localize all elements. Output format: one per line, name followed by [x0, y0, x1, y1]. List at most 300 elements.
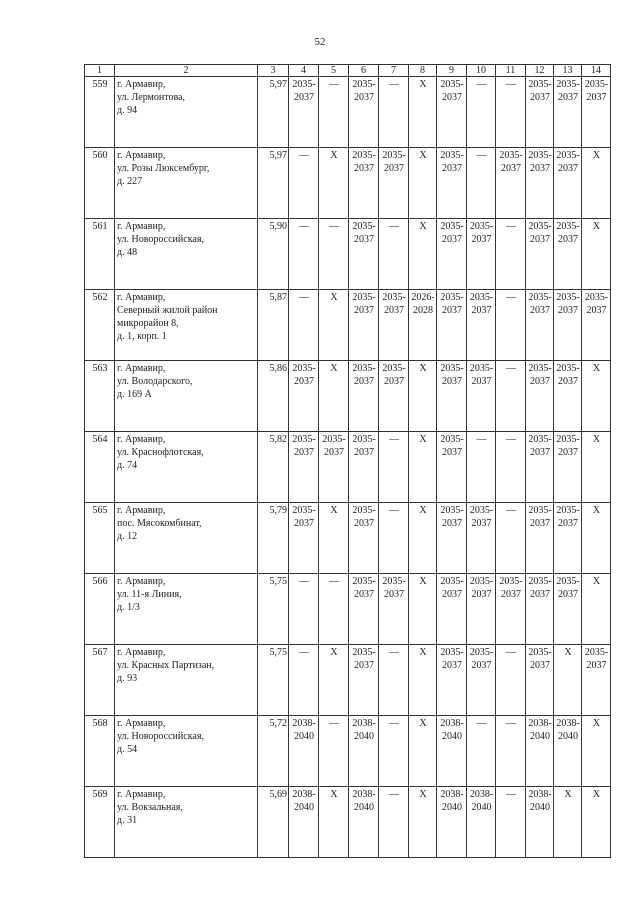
period-cell-value: —	[506, 505, 516, 516]
period-cell	[379, 787, 409, 858]
column-header: 5	[319, 65, 349, 77]
period-cell	[289, 77, 319, 148]
value-cell	[258, 787, 289, 858]
row-number-value: 569	[92, 789, 108, 800]
period-cell	[554, 290, 582, 361]
column-header: 13	[554, 65, 582, 77]
period-cell	[409, 787, 437, 858]
period-cell-value: 2035- 2037	[382, 576, 406, 600]
period-cell-value: —	[329, 576, 339, 587]
period-cell	[554, 361, 582, 432]
table-row	[85, 77, 611, 148]
period-cell	[526, 219, 554, 290]
period-cell-value: 2035- 2037	[528, 576, 552, 600]
period-cell	[554, 219, 582, 290]
period-cell	[554, 787, 582, 858]
period-cell-value: 2038- 2040	[352, 789, 376, 813]
period-cell	[319, 148, 349, 219]
period-cell	[467, 361, 496, 432]
period-cell-value: —	[506, 434, 516, 445]
value-cell-value: 5,97	[269, 79, 287, 90]
period-cell-value: 2035- 2037	[556, 79, 580, 103]
period-cell-value: 2035- 2037	[584, 647, 609, 671]
period-cell	[526, 574, 554, 645]
period-cell-value: —	[476, 150, 487, 161]
period-cell-value: —	[299, 221, 309, 232]
period-cell-value: 2038- 2040	[440, 789, 464, 813]
row-number-value: 562	[92, 292, 108, 303]
period-cell	[582, 574, 611, 645]
period-cell	[467, 432, 496, 503]
row-number	[85, 432, 115, 503]
period-cell-value: 2038- 2040	[528, 718, 552, 742]
period-cell	[409, 716, 437, 787]
period-cell-value: 2035- 2037	[440, 292, 464, 316]
period-cell-value: —	[506, 292, 516, 303]
period-cell-value: X	[330, 647, 338, 658]
address-cell	[115, 716, 258, 787]
period-cell-value: 2035- 2037	[556, 576, 580, 600]
period-cell-value: 2035- 2037	[322, 434, 346, 458]
period-cell	[349, 148, 379, 219]
period-cell-value: X	[592, 718, 601, 729]
period-cell-value: 2035- 2037	[440, 576, 464, 600]
period-cell-value: —	[389, 434, 399, 445]
address-cell-value: г. Армавир, ул. Володарского, д. 169 А	[117, 363, 193, 400]
value-cell-value: 5,69	[269, 789, 287, 800]
row-number	[85, 787, 115, 858]
table-row	[85, 574, 611, 645]
period-cell-value: 2035- 2037	[352, 647, 376, 671]
value-cell-value: 5,75	[269, 576, 287, 587]
row-number-value: 563	[92, 363, 108, 374]
table-row	[85, 432, 611, 503]
period-cell-value: —	[506, 221, 516, 232]
period-cell-value: X	[330, 789, 338, 800]
row-number-value: 564	[92, 434, 108, 445]
period-cell	[582, 787, 611, 858]
period-cell	[526, 290, 554, 361]
period-cell-value: 2035- 2037	[352, 292, 376, 316]
period-cell	[379, 716, 409, 787]
period-cell	[409, 574, 437, 645]
row-number-value: 560	[92, 150, 108, 161]
period-cell	[349, 290, 379, 361]
period-cell-value: X	[419, 505, 427, 516]
row-number	[85, 361, 115, 432]
table-row	[85, 148, 611, 219]
period-cell-value: 2035- 2037	[352, 434, 376, 458]
period-cell-value: —	[506, 647, 516, 658]
column-header: 14	[582, 65, 611, 77]
period-cell-value: 2035- 2037	[528, 292, 552, 316]
period-cell-value: 2035- 2037	[352, 150, 376, 174]
period-cell	[467, 645, 496, 716]
period-cell	[409, 645, 437, 716]
period-cell	[437, 219, 467, 290]
period-cell-value: 2035- 2037	[556, 221, 580, 245]
period-cell	[349, 716, 379, 787]
period-cell	[526, 503, 554, 574]
period-cell-value: —	[389, 718, 399, 729]
period-cell-value: —	[329, 718, 339, 729]
row-number	[85, 503, 115, 574]
value-cell	[258, 432, 289, 503]
period-cell	[467, 574, 496, 645]
period-cell	[319, 574, 349, 645]
period-cell	[526, 77, 554, 148]
column-header: 11	[496, 65, 526, 77]
period-cell	[496, 148, 526, 219]
period-cell	[467, 503, 496, 574]
row-number	[85, 219, 115, 290]
period-cell-value: 2026- 2028	[411, 292, 435, 316]
period-cell	[582, 432, 611, 503]
period-cell-value: 2035- 2037	[352, 363, 376, 387]
period-cell-value: 2035- 2037	[556, 505, 580, 529]
value-cell-value: 5,72	[269, 718, 287, 729]
period-cell	[379, 432, 409, 503]
period-cell-value: X	[419, 789, 427, 800]
period-cell	[289, 716, 319, 787]
period-cell-value: 2035- 2037	[556, 150, 580, 174]
period-cell-value: 2035- 2037	[556, 292, 580, 316]
address-cell	[115, 77, 258, 148]
period-cell	[467, 787, 496, 858]
period-cell-value: X	[419, 434, 427, 445]
period-cell	[349, 645, 379, 716]
period-cell	[409, 361, 437, 432]
period-cell-value: 2035- 2037	[584, 79, 609, 103]
period-cell	[496, 645, 526, 716]
period-cell-value: —	[506, 79, 516, 90]
value-cell	[258, 219, 289, 290]
period-cell-value: —	[476, 79, 487, 90]
period-cell	[582, 716, 611, 787]
period-cell-value: X	[419, 363, 427, 374]
period-cell-value: —	[299, 150, 309, 161]
column-header: 8	[409, 65, 437, 77]
period-cell	[409, 148, 437, 219]
period-cell-value: X	[419, 79, 427, 90]
value-cell	[258, 290, 289, 361]
period-cell	[289, 645, 319, 716]
column-header: 3	[258, 65, 289, 77]
period-cell	[319, 503, 349, 574]
period-cell	[379, 361, 409, 432]
period-cell-value: 2038- 2040	[469, 789, 494, 813]
address-cell	[115, 574, 258, 645]
address-cell	[115, 219, 258, 290]
period-cell	[379, 503, 409, 574]
period-cell	[582, 503, 611, 574]
period-cell-value: 2035- 2037	[382, 292, 406, 316]
period-cell-value: 2035- 2037	[469, 363, 494, 387]
period-cell-value: —	[476, 718, 487, 729]
period-cell	[582, 361, 611, 432]
table-row	[85, 361, 611, 432]
period-cell	[437, 290, 467, 361]
table-header-row	[85, 65, 611, 77]
address-cell	[115, 148, 258, 219]
period-cell-value: 2035- 2037	[469, 505, 494, 529]
table-row	[85, 716, 611, 787]
value-cell	[258, 148, 289, 219]
table-row	[85, 290, 611, 361]
period-cell	[437, 716, 467, 787]
row-number	[85, 148, 115, 219]
period-cell-value: —	[299, 292, 309, 303]
period-cell	[409, 219, 437, 290]
period-cell	[349, 432, 379, 503]
row-number	[85, 574, 115, 645]
period-cell	[349, 503, 379, 574]
period-cell-value: —	[389, 505, 399, 516]
period-cell-value: —	[476, 434, 487, 445]
period-cell-value: 2035- 2037	[440, 363, 464, 387]
period-cell	[379, 77, 409, 148]
period-cell	[437, 77, 467, 148]
period-cell-value: 2035- 2037	[292, 434, 316, 458]
column-header: 1	[85, 65, 115, 77]
period-cell	[526, 432, 554, 503]
period-cell	[467, 77, 496, 148]
period-cell-value: X	[592, 789, 601, 800]
period-cell	[289, 432, 319, 503]
period-cell	[409, 290, 437, 361]
period-cell	[554, 432, 582, 503]
period-cell	[289, 574, 319, 645]
period-cell-value: 2035- 2037	[292, 79, 316, 103]
value-cell-value: 5,79	[269, 505, 287, 516]
address-cell	[115, 432, 258, 503]
value-cell-value: 5,87	[269, 292, 287, 303]
table-row	[85, 219, 611, 290]
period-cell-value: 2038- 2040	[440, 718, 464, 742]
period-cell	[437, 503, 467, 574]
period-cell-value: X	[419, 221, 427, 232]
housing-schedule-table	[84, 64, 611, 858]
period-cell	[582, 290, 611, 361]
period-cell	[467, 290, 496, 361]
column-header: 4	[289, 65, 319, 77]
period-cell	[409, 503, 437, 574]
period-cell-value: 2035- 2037	[584, 292, 609, 316]
period-cell	[319, 716, 349, 787]
period-cell-value: —	[389, 79, 399, 90]
row-number-value: 565	[92, 505, 108, 516]
period-cell-value: 2035- 2037	[352, 79, 376, 103]
value-cell	[258, 77, 289, 148]
period-cell-value: —	[506, 363, 516, 374]
period-cell-value: X	[592, 505, 601, 516]
period-cell-value: 2035- 2037	[440, 647, 464, 671]
address-cell	[115, 787, 258, 858]
period-cell	[409, 432, 437, 503]
period-cell-value: —	[329, 221, 339, 232]
period-cell-value: X	[564, 789, 572, 800]
address-cell	[115, 645, 258, 716]
row-number	[85, 77, 115, 148]
period-cell	[496, 787, 526, 858]
period-cell	[496, 219, 526, 290]
period-cell	[319, 219, 349, 290]
period-cell	[526, 645, 554, 716]
row-number	[85, 716, 115, 787]
value-cell-value: 5,75	[269, 647, 287, 658]
address-cell-value: г. Армавир, ул. 11-я Линия, д. 1/3	[117, 576, 182, 613]
period-cell-value: 2035- 2037	[528, 647, 552, 671]
period-cell-value: 2035- 2037	[528, 363, 552, 387]
period-cell-value: 2035- 2037	[528, 434, 552, 458]
column-header: 7	[379, 65, 409, 77]
period-cell-value: 2035- 2037	[469, 647, 494, 671]
period-cell	[467, 148, 496, 219]
period-cell	[379, 645, 409, 716]
period-cell	[349, 787, 379, 858]
period-cell	[349, 77, 379, 148]
period-cell-value: X	[419, 647, 427, 658]
period-cell	[379, 574, 409, 645]
column-header: 2	[115, 65, 258, 77]
period-cell-value: 2035- 2037	[469, 221, 494, 245]
period-cell	[467, 716, 496, 787]
period-cell	[496, 716, 526, 787]
period-cell	[526, 716, 554, 787]
table-row	[85, 787, 611, 858]
period-cell	[554, 645, 582, 716]
period-cell-value: 2038- 2040	[292, 718, 316, 742]
period-cell	[526, 361, 554, 432]
period-cell	[379, 290, 409, 361]
address-cell	[115, 290, 258, 361]
period-cell-value: 2035- 2037	[382, 363, 406, 387]
period-cell	[526, 148, 554, 219]
period-cell	[554, 148, 582, 219]
period-cell	[319, 361, 349, 432]
period-cell	[379, 219, 409, 290]
period-cell	[437, 645, 467, 716]
period-cell	[496, 574, 526, 645]
value-cell	[258, 716, 289, 787]
period-cell	[289, 503, 319, 574]
period-cell	[496, 432, 526, 503]
period-cell-value: X	[330, 363, 338, 374]
address-cell	[115, 361, 258, 432]
period-cell-value: 2035- 2037	[469, 292, 494, 316]
period-cell	[437, 361, 467, 432]
column-header: 9	[437, 65, 467, 77]
period-cell-value: 2035- 2037	[528, 79, 552, 103]
value-cell	[258, 361, 289, 432]
period-cell-value: 2035- 2037	[352, 576, 376, 600]
period-cell	[319, 432, 349, 503]
period-cell	[379, 148, 409, 219]
period-cell-value: —	[299, 647, 309, 658]
period-cell	[349, 361, 379, 432]
period-cell	[554, 503, 582, 574]
period-cell-value: 2035- 2037	[499, 576, 523, 600]
row-number-value: 561	[92, 221, 108, 232]
period-cell-value: —	[389, 789, 399, 800]
address-cell-value: г. Армавир, ул. Красных Партизан, д. 93	[117, 647, 215, 684]
period-cell-value: 2035- 2037	[440, 505, 464, 529]
period-cell-value: X	[330, 150, 338, 161]
column-header: 6	[349, 65, 379, 77]
value-cell	[258, 574, 289, 645]
period-cell-value: —	[506, 718, 516, 729]
period-cell	[409, 77, 437, 148]
period-cell	[289, 148, 319, 219]
period-cell	[554, 574, 582, 645]
value-cell	[258, 503, 289, 574]
table-row	[85, 645, 611, 716]
row-number-value: 559	[92, 79, 108, 90]
value-cell-value: 5,97	[269, 150, 287, 161]
period-cell	[467, 219, 496, 290]
period-cell	[289, 290, 319, 361]
period-cell-value: 2035- 2037	[440, 150, 464, 174]
address-cell-value: г. Армавир, ул. Краснофлотская, д. 74	[117, 434, 204, 471]
period-cell-value: X	[419, 576, 427, 587]
row-number-value: 566	[92, 576, 108, 587]
period-cell-value: —	[329, 79, 339, 90]
period-cell	[319, 787, 349, 858]
period-cell-value: 2035- 2037	[292, 505, 316, 529]
period-cell	[349, 219, 379, 290]
period-cell-value: X	[564, 647, 572, 658]
period-cell	[582, 77, 611, 148]
period-cell-value: 2035- 2037	[440, 434, 464, 458]
value-cell-value: 5,82	[269, 434, 287, 445]
period-cell-value: 2035- 2037	[352, 505, 376, 529]
period-cell-value: —	[389, 221, 399, 232]
row-number-value: 567	[92, 647, 108, 658]
period-cell-value: 2035- 2037	[469, 576, 494, 600]
period-cell	[289, 361, 319, 432]
period-cell-value: 2038- 2040	[528, 789, 552, 813]
period-cell	[582, 645, 611, 716]
period-cell-value: 2035- 2037	[556, 363, 580, 387]
period-cell	[496, 290, 526, 361]
period-cell-value: 2035- 2037	[499, 150, 523, 174]
value-cell-value: 5,90	[269, 221, 287, 232]
row-number	[85, 645, 115, 716]
period-cell-value: X	[330, 505, 338, 516]
row-number	[85, 290, 115, 361]
period-cell	[319, 290, 349, 361]
period-cell	[526, 787, 554, 858]
address-cell-value: г. Армавир, ул. Вокзальная, д. 31	[117, 789, 183, 826]
period-cell	[554, 716, 582, 787]
period-cell	[582, 148, 611, 219]
period-cell-value: 2035- 2037	[528, 505, 552, 529]
period-cell	[437, 787, 467, 858]
period-cell	[289, 219, 319, 290]
page-number: 52	[314, 36, 326, 48]
value-cell	[258, 645, 289, 716]
period-cell-value: X	[592, 434, 601, 445]
address-cell	[115, 503, 258, 574]
period-cell-value: 2038- 2040	[292, 789, 316, 813]
period-cell-value: 2038- 2040	[556, 718, 580, 742]
period-cell-value: 2035- 2037	[440, 221, 464, 245]
period-cell	[496, 77, 526, 148]
address-cell-value: г. Армавир, ул. Новороссийская, д. 54	[117, 718, 204, 755]
value-cell-value: 5,86	[269, 363, 287, 374]
period-cell-value: X	[592, 363, 601, 374]
period-cell-value: X	[330, 292, 338, 303]
